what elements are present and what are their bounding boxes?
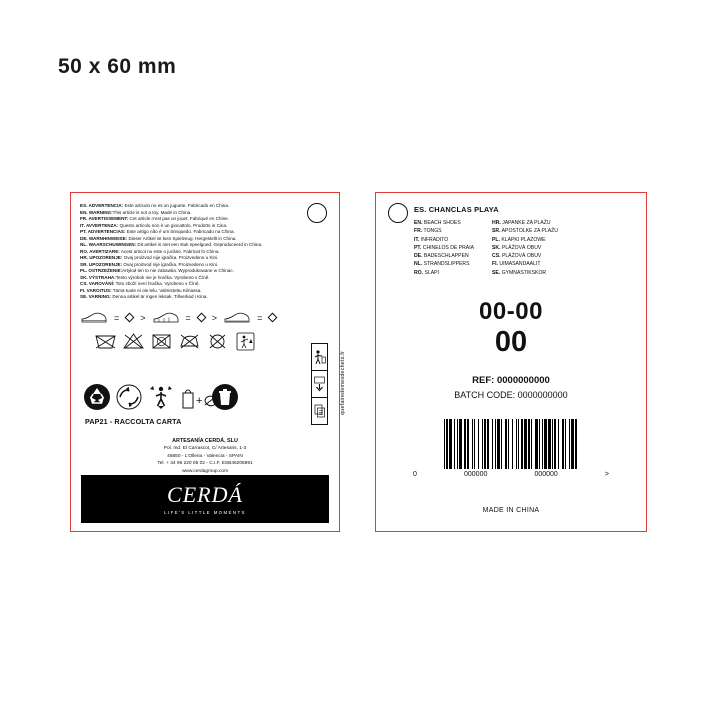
warning-line: RO. AVERTIZARE: Acest articol nu este o jucărie. Fabricat în China.	[80, 248, 220, 254]
disposal-instruction-box	[311, 343, 328, 425]
bag-plus-icon	[179, 383, 207, 411]
barcode-digit-mid2: 000000	[534, 471, 558, 478]
iron-icon	[177, 330, 202, 351]
translation-row: PT. CHINELOS DE PRAIA	[414, 244, 475, 251]
diamond-icon	[196, 313, 206, 323]
dry-clean-icon	[205, 330, 230, 351]
warning-line: SR. UPOZORENJE: Ovaj proizvod nije igračka. Proizvedeno u Kini.	[80, 261, 219, 267]
person-bin-icon	[312, 344, 327, 371]
shoe-icon	[153, 311, 179, 324]
page-size-label: 50 x 60 mm	[58, 55, 177, 78]
recycling-symbols-row	[83, 383, 239, 411]
translation-row: PL. KLAPKI PLAŻOWE	[492, 236, 546, 243]
translation-row: IT. INFRADITO	[414, 236, 449, 243]
shoe-icon	[224, 311, 250, 324]
warning-line: SE. VARNING: Denna artikel är ingen leksak. Tillverkad i Kina.	[80, 294, 208, 300]
reference-number: REF: 0000000000	[472, 375, 550, 386]
translation-row: FR. TONGS	[414, 228, 442, 235]
equals-sign: =	[114, 312, 120, 323]
translations-column-right	[492, 219, 558, 277]
triman-icon	[147, 383, 175, 411]
right-label-card	[375, 192, 647, 532]
brand-tagline: LIFE'S LITTLE MOMENTS	[164, 509, 246, 515]
company-address-2: 46850 - L'Olleria - Valencia - SPAIN	[167, 453, 243, 459]
green-dot-icon	[115, 383, 143, 411]
equals-sign: >	[211, 312, 218, 323]
product-title: ES. CHANCLAS PLAYA	[414, 205, 499, 214]
company-web: www.cerdagroup.com	[181, 468, 229, 474]
care-symbols-row	[93, 330, 331, 351]
warning-line: NL. WAARSCHUWINGEN: Dit artikel is niet een stuk speelgoed. Geproduceerd in China.	[80, 242, 263, 248]
warning-line: DE. WARNHINWEISE: Dieser Artikel ist kein Spielzeug. Hergestellt in China.	[80, 235, 237, 241]
equals-sign: =	[257, 312, 263, 323]
warning-line: FR. AVERTISSEMENT: Cet article n'est pas un jouet. Fabriqué en Chine.	[80, 216, 229, 222]
shoe-icon	[81, 311, 107, 324]
translation-row: SE. GYMNASTIKSKOR	[492, 269, 547, 276]
warning-line: IT. AVVERTENZA: Questo articolo non è un giocattolo. Prodotto in Cina.	[80, 222, 228, 228]
equals-sign: =	[185, 312, 191, 323]
translation-row: HR. JAPANKE ZA PLAŽU	[492, 220, 551, 226]
translation-row: SR. APOSTOLKE ZA PLAŽU	[492, 228, 558, 235]
bleach-icon	[121, 330, 146, 351]
mobius-loop-icon	[83, 383, 111, 411]
translation-row: EN. BEACH SHOES	[414, 220, 461, 226]
tumble-dry-icon	[149, 330, 174, 351]
material-equivalence-row	[81, 311, 331, 324]
punch-hole-icon	[388, 203, 408, 223]
paper-stack-icon	[312, 398, 327, 424]
recycle-bin-icon	[211, 383, 239, 411]
company-address-1: Pol. Ind. El Carrascot, C/ Artesans, 1-3	[163, 446, 247, 452]
punch-hole-icon	[307, 203, 327, 223]
brand-name: CERDÁ	[167, 481, 243, 507]
barcode-digit-right: >	[604, 471, 609, 478]
barcode-digit-left: 0	[413, 471, 417, 478]
translation-row: CS. PLÁŽOVÁ OBUV	[492, 253, 542, 259]
warning-line: FI. VAROITUS: Tämä tuote ei ole lelu. Valmistettu Kiinassa.	[80, 287, 202, 293]
left-label-card	[70, 192, 346, 532]
equals-sign: >	[140, 312, 146, 323]
barcode-digits	[413, 471, 609, 478]
down-arrow-icon	[312, 371, 327, 398]
size-value: 00	[494, 326, 528, 358]
product-name-translations	[414, 219, 632, 277]
wash-icon	[93, 330, 118, 351]
size-range: 00-00	[479, 298, 543, 325]
barcode-icon	[444, 419, 579, 469]
diamond-icon	[125, 313, 135, 323]
svg-text:+: +	[196, 395, 203, 407]
pictogram-area	[81, 311, 331, 351]
translation-row: DE. BADESCHLAPPEN	[414, 253, 469, 259]
company-name: ARTESANÍA CERDÁ, SLU	[172, 438, 238, 444]
warning-line: HR. UPOZORENJE: Ovaj proizvod nije igračka. Proizvedeno u Kini.	[80, 255, 219, 261]
translations-column-left	[414, 219, 474, 277]
disposal-website-text: quefairedemesdechets.fr	[340, 351, 346, 415]
recycling-caption: PAP21 - RACCOLTA CARTA	[85, 417, 182, 426]
batch-code: BATCH CODE: 0000000000	[454, 390, 568, 400]
warning-line: ES. ADVERTENCIA: Este artículo no es un juguete. Fabricado en China.	[80, 203, 230, 208]
warning-line: PT. ADVERTENCIAS: Este artigo não é um brinquedo. Fabricado na China.	[80, 229, 235, 235]
multilingual-warnings	[80, 203, 305, 301]
barcode-digit-mid1: 000000	[464, 471, 488, 478]
translation-row: SK. PLÁŽOVÁ OBUV	[492, 244, 542, 251]
warning-line: EN. WARNING:This article is not a toy. Made in China.	[80, 209, 192, 215]
company-phone: Tel. + 34 96 220 05 02 - C.I.F. ESB46206991	[157, 461, 253, 467]
translation-row: RO. SLAPI	[414, 269, 439, 276]
translation-row: NL. STRANDSLIPPERS	[414, 261, 470, 268]
diamond-icon	[268, 313, 278, 323]
warning-line: PL. OSTRZEŻENIE:Artykuł ten to nie zabawka. Wyprodukowane w Chinac.	[80, 268, 234, 274]
tidyman-icon	[233, 330, 258, 351]
barcode-area	[376, 419, 646, 478]
translation-row: FI. UIMASANDAALIT	[492, 261, 541, 268]
warning-line: SK. VÝSTRAHA:Tento výrobok nie je hračka. Vyrobeno v Číně.	[80, 274, 210, 280]
brand-logo-bar	[81, 475, 329, 523]
warning-line: CS. VAROVÁNÍ: Toto zboží není hračka. Vyrobeno v Číně.	[80, 281, 200, 287]
made-in-text: MADE IN CHINA	[482, 507, 540, 514]
